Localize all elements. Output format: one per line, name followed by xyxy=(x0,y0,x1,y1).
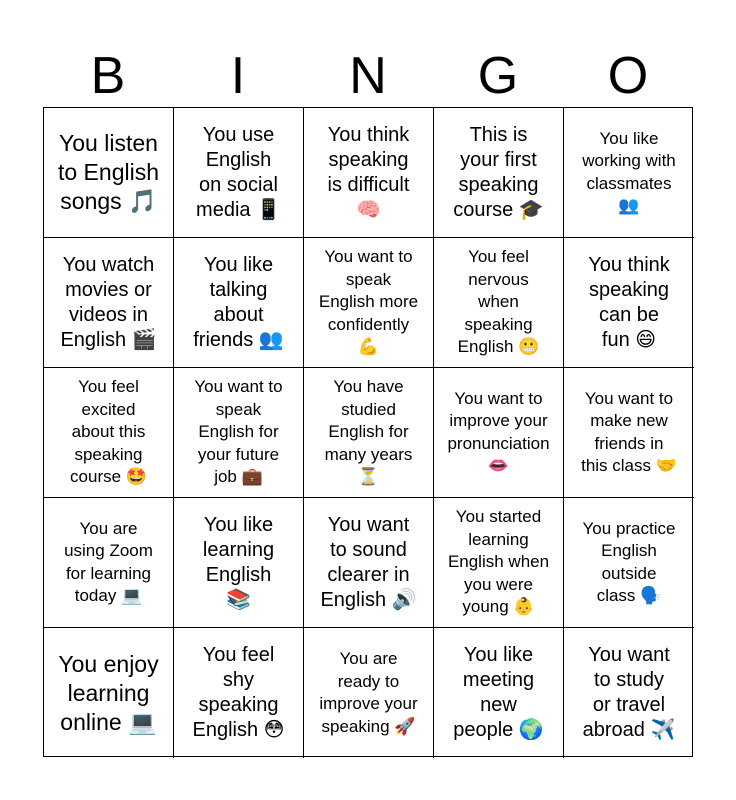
bingo-cell[interactable] xyxy=(174,498,304,628)
bingo-cell[interactable] xyxy=(44,108,174,238)
bingo-cell[interactable] xyxy=(174,108,304,238)
bingo-cell[interactable] xyxy=(44,628,174,758)
bingo-cell[interactable] xyxy=(304,498,434,628)
cell-text: You like learning English 📚 xyxy=(202,513,275,611)
cell-text: You want to sound clearer in English 🔊 xyxy=(320,513,417,611)
cell-text: You want to make new friends in this class 🤝 xyxy=(581,388,677,475)
bingo-cell[interactable] xyxy=(304,368,434,498)
cell-text: You watch movies or videos in English 🎬 xyxy=(60,253,157,351)
header-letter-i: I xyxy=(230,47,246,105)
cell-text: You think speaking can be fun 😄 xyxy=(588,253,670,351)
bingo-cell[interactable] xyxy=(44,238,174,368)
bingo-cell[interactable] xyxy=(564,368,694,498)
cell-text: You want to speak English for your future job 💼 xyxy=(194,377,283,487)
bingo-cell[interactable] xyxy=(434,238,564,368)
cell-text: You like working with classmates 👥 xyxy=(582,128,676,215)
cell-text: This is your first speaking course 🎓 xyxy=(453,123,544,221)
bingo-cell[interactable] xyxy=(434,628,564,758)
header-letter-n: N xyxy=(349,47,387,105)
bingo-card xyxy=(43,107,693,757)
cell-text: You are using Zoom for learning today 💻 xyxy=(64,518,153,605)
cell-text: You want to speak English more confidently 💪 xyxy=(318,247,419,357)
header-letter-g: G xyxy=(477,47,519,105)
header-letter-b: B xyxy=(90,47,126,105)
bingo-cell[interactable] xyxy=(304,628,434,758)
cell-text: You feel nervous when speaking English 😬 xyxy=(457,247,540,357)
cell-text: You enjoy learning online 💻 xyxy=(58,650,159,735)
cell-text: You started learning English when you were young 👶 xyxy=(447,507,550,617)
bingo-cell[interactable] xyxy=(564,628,694,758)
bingo-cell[interactable] xyxy=(564,108,694,238)
bingo-cell[interactable] xyxy=(304,238,434,368)
header-letter-o: O xyxy=(607,47,649,105)
bingo-header xyxy=(43,46,693,106)
cell-text: You like meeting new people 🌍 xyxy=(453,644,544,741)
cell-text: You think speaking is difficult 🧠 xyxy=(327,123,410,221)
cell-text: You want to study or travel abroad ✈️ xyxy=(582,644,676,741)
cell-text: You have studied English for many years ⏳ xyxy=(324,377,413,487)
cell-text: You practice English outside class 🗣️ xyxy=(582,518,676,605)
cell-text: You feel excited about this speaking course 🤩 xyxy=(70,377,147,487)
bingo-cell[interactable] xyxy=(174,238,304,368)
cell-text: You like talking about friends 👥 xyxy=(193,253,284,351)
bingo-cell[interactable] xyxy=(174,628,304,758)
bingo-cell[interactable] xyxy=(434,498,564,628)
cell-text: You use English on social media 📱 xyxy=(196,123,281,221)
cell-text: You are ready to improve your speaking 🚀 xyxy=(319,649,418,736)
cell-text: You listen to English songs 🎵 xyxy=(57,130,159,214)
bingo-cell[interactable] xyxy=(434,368,564,498)
bingo-cell[interactable] xyxy=(304,108,434,238)
cell-text: You feel shy speaking English 😳 xyxy=(192,644,285,741)
bingo-cell[interactable] xyxy=(564,238,694,368)
bingo-cell[interactable] xyxy=(434,108,564,238)
bingo-cell[interactable] xyxy=(44,498,174,628)
bingo-cell[interactable] xyxy=(44,368,174,498)
bingo-cell[interactable] xyxy=(174,368,304,498)
bingo-cell[interactable] xyxy=(564,498,694,628)
cell-text: You want to improve your pronunciation 👄 xyxy=(447,388,550,475)
